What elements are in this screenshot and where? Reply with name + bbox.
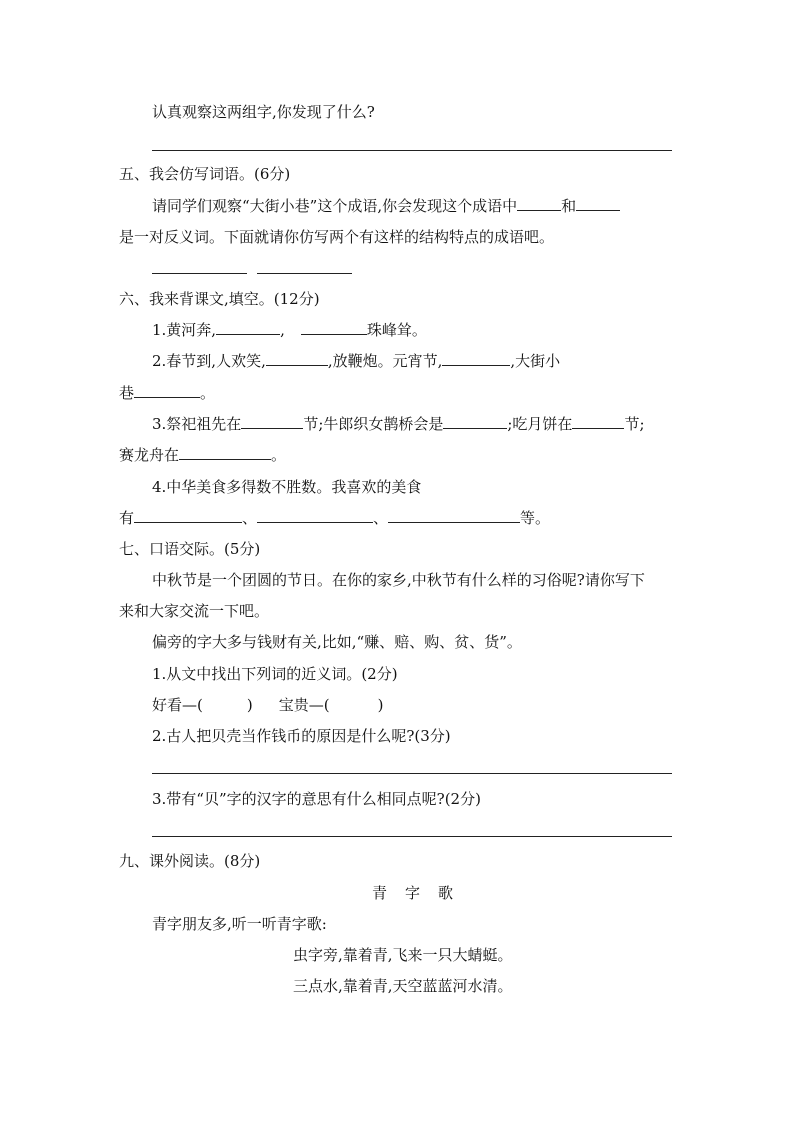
q6-item2-b: ,放鞭炮。元宵节,: [327, 352, 443, 370]
q6-item4-sep-1: 、: [242, 509, 258, 527]
q6-item2-end: 。: [200, 384, 216, 402]
q6-item1-comma: ,: [280, 321, 285, 339]
poem-intro: 青字朋友多,听一听青字歌:: [152, 915, 327, 933]
q5-idiom-line-2[interactable]: [257, 273, 352, 274]
q6-item3-e: 赛龙舟在: [119, 446, 180, 464]
q6-item1-a: 1.黄河奔,: [152, 321, 217, 339]
q5-heading: 五、我会仿写词语。(6分): [119, 165, 291, 183]
poem-verse-1: 虫字旁,靠着青,飞来一只大蜻蜓。: [293, 946, 513, 964]
q6-item4-b: 有: [119, 509, 135, 527]
q5-line1-text: 请同学们观察“大街小巷”这个成语,你会发现这个成语中: [152, 197, 518, 215]
q6-item3-blank-1[interactable]: [241, 414, 303, 429]
q8-sub3-answer-line[interactable]: [152, 836, 672, 837]
q6-item2-blank-2[interactable]: [442, 351, 510, 366]
q6-item2-a: 2.春节到,人欢笑,: [152, 352, 266, 370]
q6-item3: [152, 414, 645, 434]
q6-item3-cont: [119, 445, 286, 465]
q6-item3-end: 。: [271, 446, 287, 464]
q6-item1-blank-1[interactable]: [216, 320, 280, 335]
q6-item2-cont: [119, 383, 215, 403]
q8-sub2: 2.古人把贝壳当作钱币的原因是什么呢?(3分): [152, 727, 451, 745]
q8-intro: 偏旁的字大多与钱财有关,比如,“赚、赔、购、贫、货”。: [152, 633, 522, 651]
q7-line1: 中秋节是一个团圆的节日。在你的家乡,中秋节有什么样的习俗呢?请你写下: [152, 571, 645, 589]
q6-item2: [152, 351, 560, 371]
q6-item3-blank-4[interactable]: [179, 445, 271, 460]
q5-idiom-line-1[interactable]: [152, 273, 247, 274]
q8-sub2-answer-line[interactable]: [152, 773, 672, 774]
q6-item1: [152, 320, 427, 340]
q8-sub1-b: 宝贵—(: [278, 696, 330, 714]
q6-item2-blank-1[interactable]: [266, 351, 328, 366]
q6-item4-blank-2[interactable]: [257, 508, 373, 523]
q6-item4-end: 等。: [520, 509, 551, 527]
q5-and: 和: [561, 197, 577, 215]
q6-item2-c: ,大街小: [510, 352, 561, 370]
q4-prompt: 认真观察这两组字,你发现了什么?: [152, 103, 375, 121]
q6-item4-sep-2: 、: [373, 509, 389, 527]
q6-item4-blank-3[interactable]: [388, 508, 520, 523]
q6-item1-blank-2[interactable]: [301, 320, 367, 335]
q5-line1: [152, 196, 620, 216]
q6-item3-d: 节;: [624, 415, 645, 433]
q6-item4: 4.中华美食多得数不胜数。我喜欢的美食: [152, 478, 422, 496]
q8-sub1-answers: [152, 695, 383, 715]
q6-item4-cont: [119, 508, 550, 528]
q4-answer-line[interactable]: [152, 150, 672, 151]
q5-line2: 是一对反义词。下面就请你仿写两个有这样的结构特点的成语吧。: [119, 228, 555, 246]
q6-item2-d: 巷: [119, 384, 135, 402]
q8-sub3: 3.带有“贝”字的汉字的意思有什么相同点呢?(2分): [152, 790, 481, 808]
q8-sub1-close-2: ): [377, 696, 384, 714]
q6-item4-blank-1[interactable]: [134, 508, 242, 523]
q7-heading: 七、口语交际。(5分): [119, 540, 261, 558]
q5-blank-1[interactable]: [517, 196, 561, 211]
q6-item3-b: 节;牛郎织女鹊桥会是: [303, 415, 444, 433]
q8-sub1: 1.从文中找出下列词的近义词。(2分): [152, 665, 398, 683]
q9-heading: 九、课外阅读。(8分): [119, 852, 261, 870]
q6-item3-blank-3[interactable]: [572, 414, 624, 429]
q8-sub1-close-1: ): [246, 696, 253, 714]
poem-verse-2: 三点水,靠着青,天空蓝蓝河水清。: [293, 977, 513, 995]
q6-item1-b: 珠峰耸。: [366, 321, 427, 339]
q5-blank-2[interactable]: [576, 196, 620, 211]
q6-item2-blank-3[interactable]: [134, 383, 200, 398]
poem-title: 青字歌: [372, 884, 472, 902]
q6-heading: 六、我来背课文,填空。(12分): [119, 290, 320, 308]
q6-item3-blank-2[interactable]: [443, 414, 507, 429]
q6-item3-a: 3.祭祀祖先在: [152, 415, 242, 433]
q8-sub1-a: 好看—(: [152, 696, 203, 714]
q6-item3-c: ;吃月饼在: [507, 415, 573, 433]
q7-line2: 来和大家交流一下吧。: [119, 602, 270, 620]
